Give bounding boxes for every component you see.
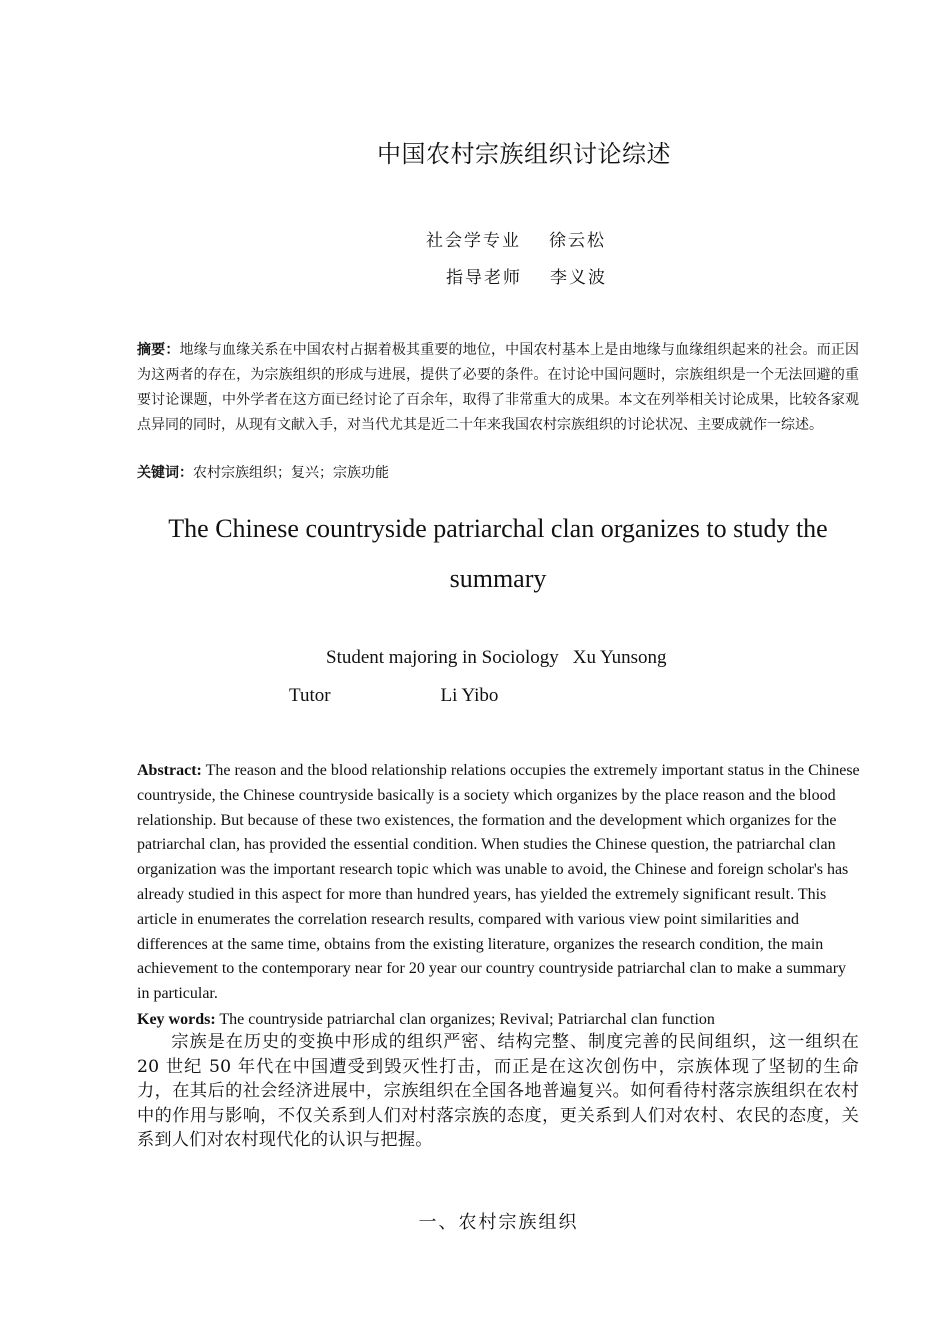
english-abstract [137, 759, 861, 1007]
english-abstract-label: Abstract: [137, 762, 202, 779]
english-title: The Chinese countryside patriarchal clan organizes to study the summary [168, 514, 828, 593]
english-author-line [326, 647, 667, 669]
english-keywords-label: Key words: [137, 1011, 216, 1028]
chinese-keywords-label: 关键词： [137, 465, 193, 481]
english-keywords-text: The countryside patriarchal clan organizes; Revival; Patriarchal clan function [219, 1011, 715, 1028]
english-tutor-label: Tutor [289, 685, 331, 706]
chinese-author-name: 徐云松 [549, 231, 606, 251]
english-tutor-line [289, 685, 498, 707]
chinese-author-major: 社会学专业 [426, 231, 521, 251]
chinese-author-line [426, 226, 606, 251]
english-abstract-text: The reason and the blood relationship relations occupies the extremely important status in the Chinese countryside, the Chinese countryside basically is a society which organizes by the place reason and the blood relationship. But because of these two existences, the formation and the development which organizes for the patriarchal clan, has provided the essential condition. When studies the Chinese question, the patriarchal clan organization was the important research topic which was unable to avoid, the Chinese and foreign scholar's has already studied in this aspect for more than hundred years, has yielded the extremely significant result. This article in enumerates the correlation research results, compared with various view point similarities and differences at the same time, obtains from the existing literature, organizes the research condition, the main achievement to the contemporary near for 20 year our country countryside patriarchal clan to make a summary in particular. [137, 762, 860, 1003]
chinese-tutor-name: 李义波 [550, 268, 607, 288]
chinese-tutor-line [446, 263, 607, 288]
english-tutor-name: Li Yibo [440, 685, 499, 706]
section-heading: 一、农村宗族组织 [418, 1212, 579, 1233]
chinese-abstract-label: 摘要： [137, 342, 180, 358]
chinese-abstract [137, 338, 859, 438]
chinese-title: 中国农村宗族组织讨论综述 [377, 140, 671, 168]
chinese-tutor-label: 指导老师 [446, 268, 522, 288]
chinese-keywords-text: 农村宗族组织；复兴；宗族功能 [193, 465, 389, 481]
chinese-abstract-text: 地缘与血缘关系在中国农村占据着极其重要的地位，中国农村基本上是由地缘与血缘组织起来的社会。而正因为这两者的存在，为宗族组织的形成与进展，提供了必要的条件。在讨论中国问题时，宗族组织是一个无法回避的重要讨论课题，中外学者在这方面已经讨论了百余年，取得了非常重大的成果。本文在列举相关讨论成果，比较各家观点异同的同时，从现有文献入手，对当代尤其是近二十年来我国农村宗族组织的讨论状况、主要成就作一综述。 [137, 342, 860, 433]
english-author-major: Student majoring in Sociology [326, 647, 559, 668]
english-author-name: Xu Yunsong [572, 647, 667, 668]
body-paragraph: 宗族是在历史的变换中形成的组织严密、结构完整、制度完善的民间组织，这一组织在 20 世纪 50 年代在中国遭受到毁灭性打击，而正是在这次创伤中，宗族体现了坚韧的生命力，在其后的社会经济进展中，宗族组织在全国各地普遍复兴。如何看待村落宗族组织在农村中的作用与影响，不仅关系到人们对村落宗族的态度，更关系到人们对农村、农民的态度，关系到人们对农村现代化的认识与把握。 [137, 1032, 859, 1150]
chinese-keywords [137, 461, 389, 486]
